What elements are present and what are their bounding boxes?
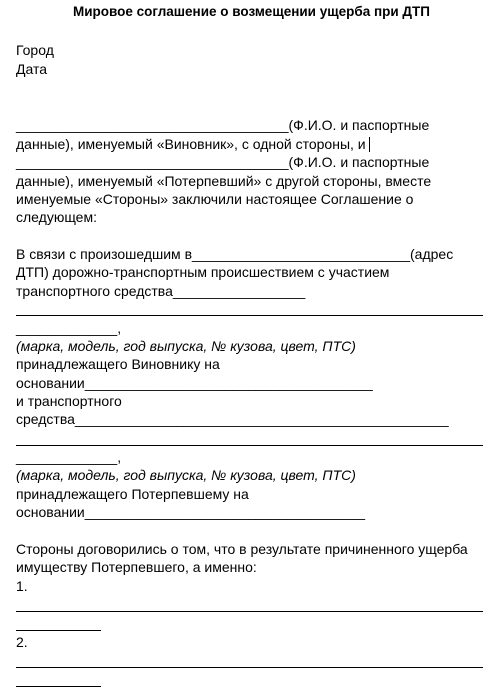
parties-line-5: именуемые «Стороны» заключили настоящее Соглашение о [16, 191, 414, 207]
accident-line-1: В связи с произошедшим в____________________________(адрес [16, 246, 454, 262]
vehicle-2-hint: (марка, модель, год выпуска, № кузова, цвет, ПТС) [16, 467, 356, 483]
parties-line-3: ___________________________________(Ф.И.О. и паспортные [16, 154, 430, 170]
fill-in-rule [16, 315, 483, 316]
agreement-line-2: имуществу Потерпевшего, а именно: [16, 559, 257, 575]
fill-in-rule [16, 445, 483, 446]
fill-in-rule [16, 611, 483, 612]
fill-in-rule [16, 667, 483, 668]
accident-line-4: _____________, [16, 320, 122, 336]
parties-line-2-text: данные), именуемый «Виновник», с одной стороны, и [16, 136, 366, 152]
accident-line-2: ДТП) дорожно-транспортным происшествием с участием [16, 264, 390, 280]
fill-in-rule-short [16, 630, 101, 631]
vehicle-1-hint: (марка, модель, год выпуска, № кузова, цвет, ПТС) [16, 338, 356, 354]
accident-line-13: основании____________________________________ [16, 504, 366, 520]
text-cursor [369, 137, 370, 152]
date-label: Дата [16, 61, 48, 77]
list-item-2-number: 2. [16, 634, 28, 650]
list-item-1-number: 1. [16, 578, 28, 594]
accident-line-10: _____________, [16, 449, 122, 465]
parties-line-6: следующем: [16, 209, 97, 225]
city-label: Город [16, 42, 54, 58]
parties-line-1: ___________________________________(Ф.И.О. и паспортные [16, 117, 430, 133]
accident-line-8: и транспортного [16, 393, 122, 409]
parties-line-2 [16, 136, 370, 153]
parties-line-4: данные), именуемый «Потерпевший» с другой стороны, вместе [16, 173, 432, 189]
accident-line-9: средства________________________________________________ [16, 411, 449, 427]
accident-line-7: основании_____________________________________ [16, 375, 373, 391]
accident-line-12: принадлежащего Потерпевшему на [16, 486, 249, 502]
accident-line-3: транспортного средства_________________ [16, 283, 306, 299]
document-title: Мировое соглашение о возмещении ущерба при ДТП [73, 4, 430, 19]
agreement-line-1: Стороны договорились о том, что в результате причиненного ущерба [16, 541, 468, 557]
fill-in-rule-short [16, 686, 101, 687]
accident-line-6: принадлежащего Виновнику на [16, 356, 220, 372]
